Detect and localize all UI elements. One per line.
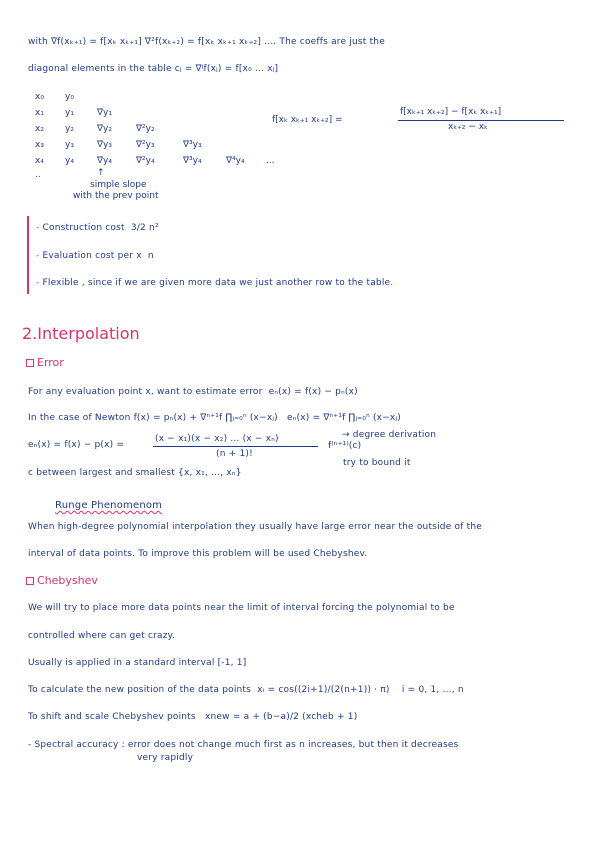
table-x0: x₀ [35, 92, 44, 102]
chebyshev-line-7: very rapidly [137, 753, 194, 763]
error-formula-denominator: (n + 1)! [216, 449, 253, 459]
error-line-1: For any evaluation point x, want to estimate error eₙ(x) = f(x) − pₙ(x) [28, 387, 358, 397]
bullet-evaluation-cost: - Evaluation cost per x n [36, 251, 154, 261]
divdiff-numerator: f[xₖ₊₁ xₖ₊₂] − f[xₖ xₖ₊₁] [400, 107, 502, 117]
table-d1-y1: ∇y₁ [97, 108, 112, 118]
table-x3: x₃ [35, 140, 44, 150]
error-note-bound: try to bound it [343, 458, 411, 468]
section-title: 2.Interpolation [22, 324, 140, 343]
error-formula-numerator: (x − x₁)(x − x₂) ... (x − xₙ) [155, 434, 279, 444]
chebyshev-line-3: Usually is applied in a standard interval [-1, 1] [28, 658, 247, 668]
error-fraction-bar [153, 446, 318, 447]
divdiff-fraction-bar [398, 120, 564, 121]
bullet-flexible: - Flexible , since if we are given more data we just another row to the table. [36, 278, 394, 288]
table-y3: y₃ [65, 140, 74, 150]
error-line-4: c between largest and smallest {x, x₁, ..., xₙ} [28, 468, 242, 478]
runge-line-2: interval of data points. To improve this problem will be used Chebyshev. [28, 549, 368, 559]
table-y0: y₀ [65, 92, 74, 102]
table-d1-y2: ∇y₂ [97, 124, 112, 134]
table-x4: x₄ [35, 156, 44, 166]
chebyshev-line-5: To shift and scale Chebyshev points xnew = a + (b−a)/2 (xcheb + 1) [28, 712, 358, 722]
table-note-2: with the prev point [73, 191, 159, 201]
error-heading: Error [26, 356, 64, 369]
table-d3-y3: ∇³y₃ [183, 140, 202, 150]
table-d1-y4: ∇y₄ [97, 156, 112, 166]
bullet-construction-cost: - Construction cost 3/2 n² [36, 223, 159, 233]
runge-heading: Runge Phenomenom [55, 500, 163, 511]
table-note-1: simple slope [90, 180, 147, 190]
chebyshev-line-6: - Spectral accuracy : error does not change much first as n increases, but then it decreases [28, 740, 459, 750]
divdiff-lhs: f[xₖ xₖ₊₁ xₖ₊₂] = [272, 115, 343, 125]
error-formula-lhs: eₙ(x) = f(x) − p(x) = [28, 440, 125, 450]
chebyshev-line-4: To calculate the new position of the data points xᵢ = cos((2i+1)/(2(n+1)) · π) i = 0, 1, ..., n [28, 685, 464, 695]
arrow-up-icon: ↑ [97, 168, 105, 178]
table-d2-y3: ∇²y₃ [136, 140, 155, 150]
table-x1: x₁ [35, 108, 44, 118]
square-bullet-icon [26, 359, 34, 367]
error-formula-derivative: f⁽ⁿ⁺¹⁾(c) [328, 441, 362, 451]
runge-line-1: When high-degree polynomial interpolation they usually have large error near the outside of the [28, 522, 482, 532]
chebyshev-line-2: controlled where can get crazy. [28, 631, 175, 641]
table-ellipsis: ... [266, 156, 275, 166]
divdiff-denominator: xₖ₊₂ − xₖ [448, 122, 488, 132]
square-bullet-icon [26, 577, 34, 585]
table-y2: y₂ [65, 124, 74, 134]
table-y4: y₄ [65, 156, 74, 166]
table-x2: x₂ [35, 124, 44, 134]
table-d2-y4: ∇²y₄ [136, 156, 155, 166]
table-d1-y3: ∇y₃ [97, 140, 112, 150]
table-y1: y₁ [65, 108, 74, 118]
top-line-1: with ∇f(xₖ₊₁) = f[xₖ xₖ₊₁] ∇²f(xₖ₊₂) = f[xₖ xₖ₊₁ xₖ₊₂] .... The coeffs are just the [28, 37, 385, 47]
chebyshev-line-1: We will try to place more data points near the limit of interval forcing the polynomial to be [28, 603, 455, 613]
error-note-degree: → degree derivation [342, 430, 437, 440]
top-line-2: diagonal elements in the table cⱼ = ∇ʲf(xⱼ) = f[x₀ ... xⱼ] [28, 64, 279, 74]
error-line-2: In the case of Newton f(x) = pₙ(x) + ∇ⁿ⁺¹f ∏ⱼ₌₀ⁿ (x−xⱼ) eₙ(x) = ∇ⁿ⁺¹f ∏ⱼ₌₀ⁿ (x−xⱼ) [28, 413, 401, 423]
chebyshev-heading: Chebyshev [26, 574, 98, 587]
bullet-block-bar [27, 216, 29, 294]
table-dots: .. [35, 170, 41, 180]
table-d2-y2: ∇²y₂ [136, 124, 155, 134]
table-d3-y4: ∇³y₄ [183, 156, 202, 166]
table-d4-y4: ∇⁴y₄ [226, 156, 245, 166]
